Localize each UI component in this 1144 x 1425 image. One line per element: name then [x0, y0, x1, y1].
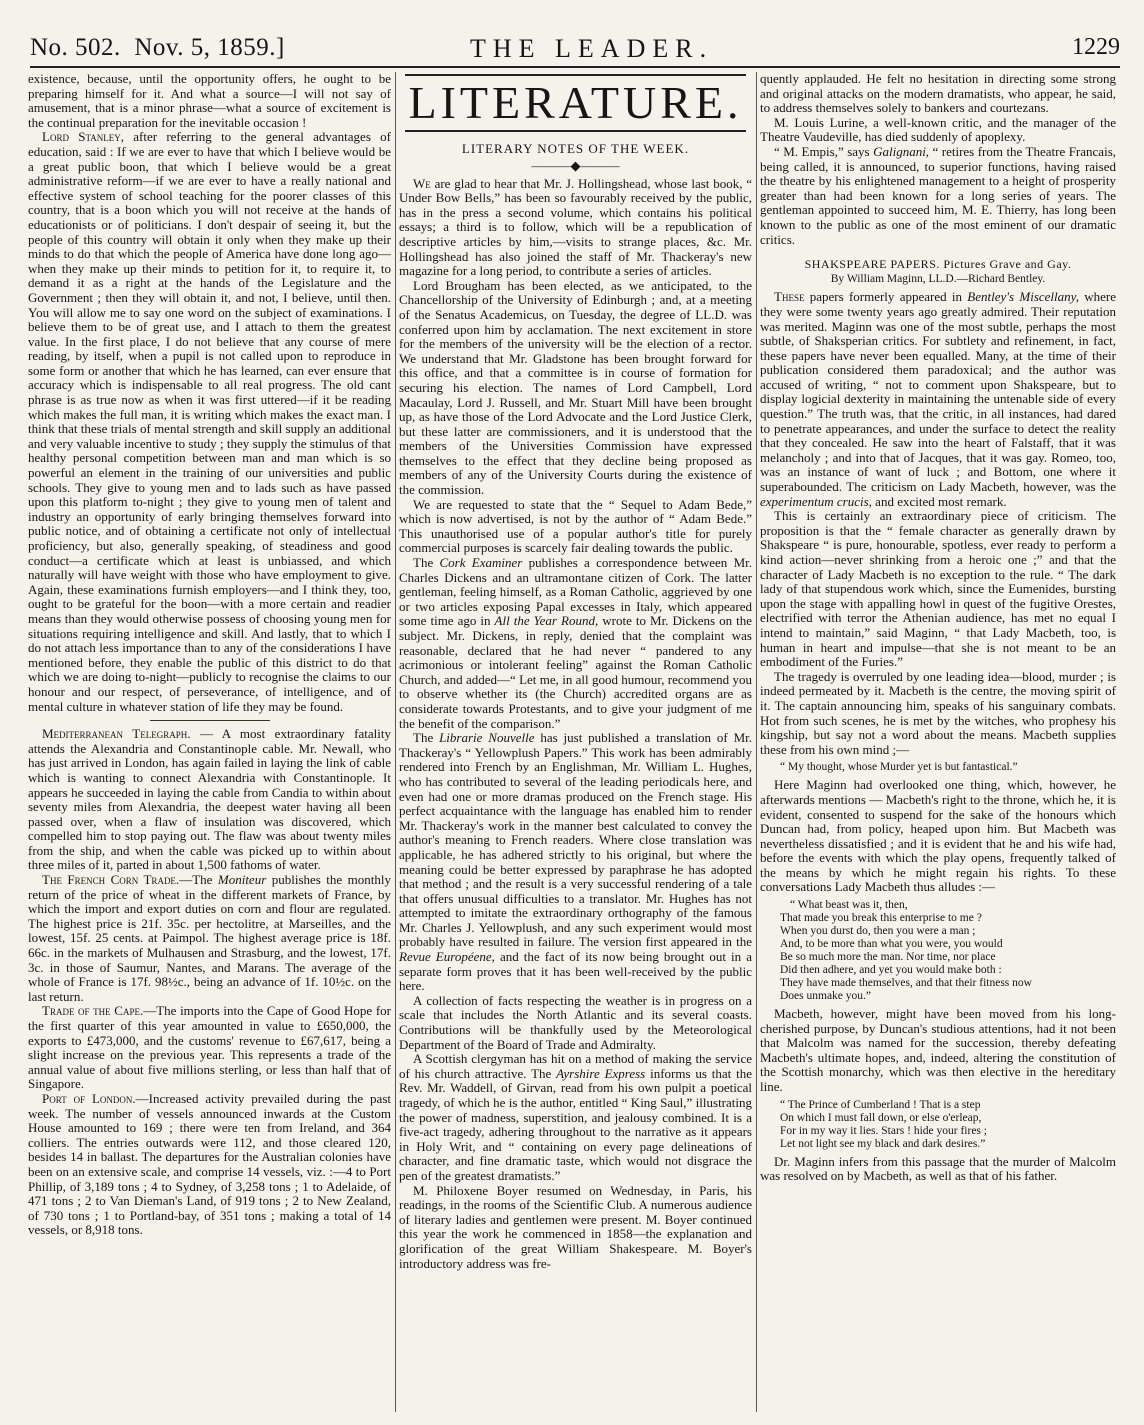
column-2 — [399, 72, 752, 1417]
paragraph-text: publishes a correspondence between Mr. Charles Dickens and an ultramontane citizen of Cork. The latter gentleman, feeling himself, as a Roman Catholic, aggrieved by one or two articles exposing Papal excesses in Italy, which appeared some time ago in — [399, 555, 752, 629]
paragraph-text: and the fact of its now being brought out in a separate form proves that it has been well-received by the public here. — [399, 949, 752, 994]
paragraph-text: papers formerly appeared in — [804, 289, 968, 305]
quote-line: Be so much more the man. Nor time, nor place — [780, 951, 996, 964]
paragraph: Lord Brougham has been elected, as we anticipated, to the Chancellorship of the University of Edinburgh ; and, at a meeting of the Senatus Academicus, on Tuesday, the degree of LL.D. was conferred upon him by acclamation. The next excitement in store for the members of the university will be the election of a rector. We understand that Mr. Gladstone has been brought forward for this office, and that a committee is in course of formation for securing his election. The names of Lord Campbell, Lord Macaulay, Lord J. Russell, and Mr. Stuart Mill have been brought up, as have those of the Lord Advocate and the Lord Justice Clerk, but these latter are commissioners, and it is understood that the members of the Universities Commission have expressed themselves to the effect that they decline being proposed as members of any of the University Courts during the existence of the commission. — [399, 277, 752, 498]
newspaper-title: THE LEADER. — [470, 34, 714, 63]
paragraph-lead: These — [774, 289, 805, 305]
italic-text: Revue Européene, — [399, 949, 495, 965]
paragraph — [399, 177, 752, 279]
section-subtitle: LITERARY NOTES OF THE WEEK. — [461, 141, 690, 156]
italic-text: Ayrshire Express — [556, 1065, 646, 1081]
paragraph-text: A Scottish clergyman has hit on a method of making the service of his church attractive. The — [399, 1051, 752, 1081]
paragraph-text: The — [413, 555, 440, 571]
paragraph: Macbeth, however, might have been moved from his long-cherished purpose, by Duncan's studious attentions, had it not been that Malcolm was named for the succession, thereby defeating Macbeth's ultimate hopes, and, indeed, altering the constitution of the Scottish monarchy, which was then elective in the hereditary line. — [760, 1006, 1116, 1095]
paragraph — [399, 556, 752, 731]
paragraph: We are requested to state that the “ Sequel to Adam Bede,” which is now advertised, is not by the author of “ Adam Bede.” This unauthorised use of a popular author's title for purely commercial purposes is scarcely fair dealing towards the public. — [399, 496, 752, 556]
paragraph-text: has just published a translation of Mr. Thackeray's “ Yellowplush Papers.” This work has been admirably rendered into French by an Englishman, Mr. William L. Hughes, who has contributed to several of the leading periodicals here, and even had one or more dramas produced on the French stage. His perfect acquaintance with the language has enabled him to render Mr. Thackeray's work in the manner best calculated to convey the author's meaning to French readers. Where close translation was applicable, he has adhered strictly to his original, but where the meaning could be better expressed by paraphrase he has adopted that method ; and the result is a very successful rendering of a tale that offers unusual difficulties to a translator. Mr. Hughes has not attempted to imitate the extraordinary orthography of the famous Mr. Charles J. Yellowplush, and any such experiment would most probably have resulted in failure. The version first appeared in the — [399, 730, 752, 950]
column-3 — [760, 72, 1116, 1417]
paragraph-text: where they were some twenty years ago greatly admired. Their reputation was merited. Maginn was one of the most subtle, perhaps the most subtle, of Shaksperian critics. For subtlety and refinement, in fact, these papers have never been equalled. Many, at the time of their publication considered them paradoxical; and the author was accused of writing, “ not to comment upon Shakspeare, but to display logicial dexterity in maintaining the untenable side of every question.” The truth was, that the critic, in all instances, had dared to penetrate appearances, and under the surface to detect the reality that they concealed. He saw into the heart of Falstaff, that it was melancholy ; and into that of Jacques, that it was gay. Romeo, too, was an instance of want of luck ; and Bottom, one where it superabounded. The criticism on Lady Macbeth, however, was the — [760, 289, 1116, 495]
masthead — [30, 30, 1120, 68]
divider — [150, 720, 270, 721]
paragraph — [760, 290, 1116, 509]
paragraph — [28, 130, 391, 714]
paragraph-text: and excited most remark. — [871, 493, 1007, 509]
review-title: SHAKSPEARE PAPERS. — [804, 257, 940, 272]
paragraph-text: —Increased activity prevailed during the past week. The number of vessels announced inwards at the Custom House amounted to 169 ; there were ten from Ireland, and 364 colliers. The entries outwards were 112, and those cleared 120, besides 14 in ballast. The departures for the Australian colonies have been on an extensive scale, and comprise 14 vessels, viz. :—4 to Port Phillip, of 3,189 tons ; 4 to Sydney, of 3,258 tons ; 1 to Adelaide, of 471 tons ; 2 to Van Dieman's Land, of 919 tons ; 2 to New Zealand, of 730 tons ; 1 to Portland-bay, of 351 tons ; making a total of 14 vessels, or 8,918 tons. — [28, 1090, 391, 1238]
paragraph: A collection of facts respecting the weather is in progress on a scale that includes the North Atlantic and its several coasts. Contributions will be thankfully used by the Meteorological Department of the Board of Trade and Admiralty. — [399, 992, 752, 1052]
paragraph-text: after referring to the general advantages of education, said : If we are ever to have that which I believe would be a great public boon, that which I believe would be a great administrative reform—if we are ever to have a really national and effective system of school teaching for the poorer classes of this country, that is a boon which you will not receive at the hands of educationists or of politicians. I don't despair of seeing it, but the people of this country will obtain it only when they make up their minds to do that which the people of America have done long ago—when they make up their minds to petition for it, to require it, to demand it as a right at the hands of the Legislature and the Government ; then they will obtain it, and not, I believe, until then. You will allow me to say one word on the subject of examinations. I believe them to be of great use, and I attach to them the greatest value. In the first place, I do not believe that any course of mere reading, by itself, when a pupil is not called upon to reproduce in some form or another that which he has learned, can ever ensure that accuracy which is indispensable to all real progress. The old cant phrase is as true now as when it was first uttered—if it be reading which makes the full man, it is writing which makes the exact man. I think that these trials of mental strength and skill supply an additional and very valuable incentive to study ; they supply the stimulus of that healthy personal competition between man and man which is so powerful an element in the training of our universities and public schools. They give to young men and to lads such as have passed upon this platform to-night ; they give to young men of talent and industry an opportunity of early bringing themselves forward into public notice, and of obtaining a certificate not only of intellectual proficiency, but also, generally speaking, of steadiness and good conduct—a certificate which at least is unbiassed, and which naturally will have weight with those who have employment to give. Again, these examinations furnish employers—and I think they, too, ought to be grateful for the boon—with a more certain and readier means than they would otherwise possess of choosing young men for situations requiring intelligence and skill. And lastly, that to which I do not attach less importance than to any of the considerations I have mentioned before, they enable the public of this district to do that which we are doing to-night—publicly to recognise the claims to our honour and our respect, of perseverance, of intelligence, and of mental culture in whatever station of life they may be found. — [28, 129, 391, 714]
quote-line: “ The Prince of Cumberland ! That is a step — [780, 1098, 981, 1111]
quote-line: And, to be more than what you were, you would — [780, 938, 1003, 951]
paragraph-text: are glad to hear that Mr. J. Hollingshead, whose last book, “ Under Bow Bells,” has been so favourably received by the public, has in the press a second volume, which contains his political essays; a third is to follow, which will be a republication of descriptive articles by him,—visits to strange places, &c. Mr. Hollingshead has also joined the staff of Mr. Thackeray's new magazine for a long period, to contribute a series of articles. — [399, 175, 752, 279]
paragraph — [28, 873, 391, 1004]
paragraph: This is certainly an extraordinary piece of criticism. The proposition is that the “ female character as generally drawn by Shakspeare “ is pure, honourable, spotless, ever ready to perform a kind action—never shrinking from a heroic one ;” and that the character of Lady Macbeth is no exception to the rule. “ The dark lady of that stupendous work which, since the Eumenides, bursting upon the stage with appalling howl in quest of the fugitive Orestes, electrified with terror the Athenian audience, has met no equal I intend to maintain,” said Maginn, “ that Lady Macbeth, too, is human in heart and impulse—that she is not meant to be an embodiment of the Furies.” — [760, 508, 1116, 670]
paragraph-lead: Port of London. — [42, 1090, 136, 1106]
paragraph — [28, 1092, 391, 1238]
issue-date: Nov. 5, 1859.] — [134, 34, 285, 61]
italic-text: Moniteur — [217, 872, 267, 888]
paragraph-text: publishes the monthly return of the price of wheat in the different markets of France, by which the import and export duties on corn and flour are regulated. The highest price is 21f. 35c. per hectolitre, at Marseilles, and the lowest, 15f. 25 cents. at Paimpol. The highest average price is 18f. 66c. in the markets of Mulhausen and Strasburg, and the lowest, 17f. 3c. in those of Saumur, Nantes, and Marans. The average of the whole of France is 17f. 98½c., being an advance of 1f. 10½c. on the last return. — [28, 872, 391, 1004]
paragraph: quently applauded. He felt no hesitation in directing some strong and original attacks on the modern dramatists, who appear, he said, to address themselves solely to bankers and courtezans. — [760, 72, 1116, 116]
paragraph-text: informs us that the Rev. Mr. Waddell, of Girvan, read from his own pulpit a poetical tragedy, of which he is the author, entitled “ King Saul,” illustrating the power of madness, superstition, and jealousy combined. It is a five-act tragedy, adhering throughout to the narrative as it appears in Holy Writ, and “ containing on every page delineations of character, and fine dramatic taste, which would not disgrace the pen of the greatest dramatists.” — [399, 1065, 752, 1183]
paragraph: M. Louis Lurine, a well-known critic, and the manager of the Theatre Vaudeville, has died suddenly of apoplexy. — [760, 114, 1116, 145]
paragraph: Dr. Maginn infers from this passage that the murder of Malcolm was resolved on by Macbeth, as well as that of his father. — [760, 1153, 1116, 1184]
quotation — [780, 899, 1116, 1003]
paragraph: M. Philoxene Boyer resumed on Wednesday, in Paris, his readings, in the rooms of the Scientific Club. A numerous audience of literary ladies and gentlemen were present. M. Boyer continued this year the work he commenced in 1858—the explanation and glorification of the great William Shakespeare. M. Boyer's introductory address was fre- — [399, 1182, 752, 1271]
paragraph — [399, 731, 752, 994]
italic-text: Bentley's Miscellany, — [967, 289, 1079, 305]
quote-line: “ What beast was it, then, — [790, 899, 908, 912]
paragraph-text: — A most extraordinary fatality attends the Alexandria and Constantinople cable. Mr. Newall, who has just arrived in London, has again failed in laying the link of cable which is wanting to connect Alexandria with Constantinople. It appears he succeeded in laying the cable from Candia to within about seventy miles from Alexandria, the deepest water having all been passed over, when a flaw of insulation was discovered, which compelled him to stop paying out. The flaw was about twenty miles from the ship, and when the cable was picked up to within about three miles of it, parted in about 1,500 fathoms of water. — [28, 726, 391, 873]
quote-line: That made you break this enterprise to me ? — [780, 912, 982, 925]
italic-text: Galignani, — [873, 143, 930, 159]
column-rule — [756, 72, 757, 1412]
italic-text: All the Year Round, — [494, 613, 599, 629]
paragraph: Here Maginn had overlooked one thing, which, however, he afterwards mentions — Macbeth's right to the throne, which he, it is evident, consented to suspend for the sake of the honours which Duncan had, from policy, heaped upon him. But Macbeth was nevertheless dissatisfied ; and it is evident that he and his wife had, before the events with which the play opens, frequently talked of the means by which he might regain his rights. To these conversations Lady Macbeth thus alludes :— — [760, 777, 1116, 895]
section-title: LITERATURE. — [405, 74, 746, 132]
paragraph — [28, 727, 391, 873]
review-byline: By William Maginn, LL.D.—Richard Bentley. — [830, 272, 1046, 285]
paragraph-lead: Lord Stanley, — [42, 129, 124, 145]
paragraph: existence, because, until the opportunity offers, he ought to be preparing himself for it. And what a source—I will not say of amusement, that is a minor phrase—what a source of excitement is the continual preparation for the inevitable occasion ! — [28, 72, 391, 130]
paragraph-lead: Trade of the Cape. — [42, 1003, 144, 1019]
quote-line: Let not light see my black and dark desires.” — [780, 1137, 986, 1150]
paragraph — [760, 145, 1116, 247]
italic-text: experimentum crucis, — [760, 493, 872, 509]
review-heading — [760, 257, 1116, 272]
quote-line: Did then adhere, and yet you would make both : — [780, 964, 1002, 977]
quote-line: When you durst do, then you were a man ; — [780, 925, 976, 938]
issue-date-line — [30, 34, 285, 62]
italic-text: Librarie Nouvelle — [439, 730, 535, 746]
paragraph-text: wrote to Mr. Dickens on the subject. Mr. Dickens, in reply, denied that the complaint was reasonable, declared that he had never “ pandered to any acrimonious or intolerant feeling” against the Roman Catholic Church, and added—“ Let me, in all good humour, recommend you to observe whether its (the Church) accredited organs are as considerate towards Protestants, and to give your judgment of me the benefit of the comparison.” — [399, 613, 752, 731]
issue-number: No. 502. — [30, 34, 121, 61]
paragraph-text: “ retires from the Theatre Francais, being called, it is announced, to superior functions, having raised the theatre by his enlightened management to a height of prosperity greater than had been known for a long series of years. The gentleman appointed to succeed him, M. E. Thierry, has long been known to the public as one of the most eminent of our dramatic critics. — [760, 143, 1116, 247]
italic-text: Cork Examiner — [439, 555, 523, 571]
paragraph-text: The — [413, 730, 440, 746]
paragraph-lead: The French Corn Trade. — [42, 872, 180, 888]
paragraph — [399, 1052, 752, 1183]
ornament-divider: ———◆——— — [531, 157, 620, 173]
page-number: 1229 — [1072, 34, 1120, 60]
quotation — [780, 761, 1116, 774]
column-rule — [395, 72, 396, 1412]
column-1 — [28, 72, 391, 1417]
paragraph — [28, 1004, 391, 1092]
quote-line: They have made themselves, and that their fitness now — [780, 977, 1032, 990]
paragraph-text: —The imports into the Cape of Good Hope for the first quarter of this year amounted in value to £650,000, the exports to £473,000, and the customs' revenue to £67,617, being a slight increase on the previous year. This represents a trade of the annual value of about five millions sterling, or less than half that of Singapore. — [28, 1003, 391, 1092]
quote-line: Does unmake you.” — [780, 990, 872, 1003]
quote-line: On which I must fall down, or else o'erleap, — [780, 1111, 982, 1124]
quote-line: For in my way it lies. Stars ! hide your fires ; — [780, 1124, 987, 1137]
paragraph-lead: We — [413, 175, 431, 191]
quotation — [780, 1099, 1116, 1151]
paragraph-text: —The — [179, 872, 218, 888]
paragraph-lead: Mediterranean Telegraph. — [42, 726, 191, 742]
quote-line: “ My thought, whose Murder yet is but fantastical.” — [780, 761, 1018, 774]
review-subtitle: Pictures Grave and Gay. — [939, 257, 1072, 272]
paragraph: The tragedy is overruled by one leading idea—blood, murder ; is indeed permeated by it. Macbeth is the centre, the moving spirit of it. The captain announcing him, speaks of his sanguinary combats. Hot from such scenes, he is met by the witches, who prophesy his kingship, but say not a word about the means. Macbeth supplies these from his own mind ;— — [760, 668, 1116, 757]
paragraph-text: “ M. Empis,” says — [774, 143, 874, 159]
